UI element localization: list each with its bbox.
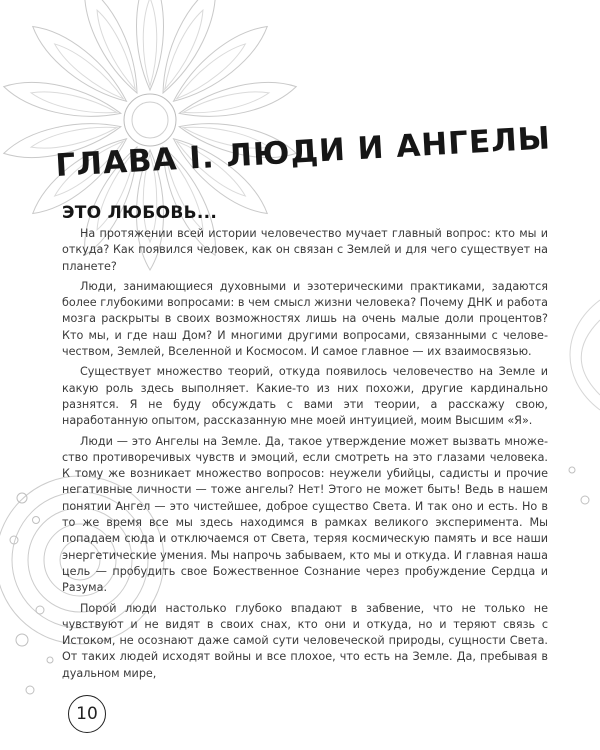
paragraph: Существует множество теорий, откуда появилось человечество на Земле и какую роль здесь выполняет. Какие-то из них похожи, другие кардинально разнятся. Я не буду обсуждать с вами эти теории, а расскажу свою, наработанную опытом, рассказанную мне моей интуицией, моим Высшим «Я». — [62, 365, 548, 428]
page-number — [68, 695, 106, 733]
flower-petal-inner — [143, 0, 157, 86]
paragraph: Люди — это Ангелы на Земле. Да, такое утверждение может вызвать множество противоречивых чувств и эмоций, если смотреть на это глазами человека. К тому же возникает множество вопросов: неужели убийцы, садисты и прочие негативные личности — тоже ангелы? Нет! Этого не может быть! Ведь в нашем понятии Ангел — это чистейшее, доброе существо Света. И так оно и есть. Но в то же время все мы здесь находимся в рамках великого эксперимента. Мы попадаем сюда и отключаемся от Света, теряя космическую память и все наши энергетические умения. Мы напрочь забываем, кто мы и откуда. И главная наша цель — пробудить свое Божественное Сознание через пробуждение Сердца и Разума. — [62, 434, 548, 595]
body-text — [62, 226, 548, 686]
flower-petal-inner — [50, 39, 127, 104]
flower-petal — [24, 16, 135, 112]
flower-petal-inner — [159, 7, 209, 92]
flower-petal — [165, 16, 276, 112]
flower-petal — [73, 0, 149, 99]
page-number-text: 10 — [76, 704, 98, 724]
paragraph: Порой люди настолько глубоко впадают в забвение, что не только не чувствуют и не видят в своих снах, кто они и откуда, но и теряют связь с Истоком, не осознают даже самой сути человеческой природы, сущности Света. От таких людей исходят войны и все плохое, что есть на Земле. Да, пребывая в дуальном мире, — [62, 601, 548, 680]
flower-petal-inner — [91, 7, 141, 92]
flower-petal — [1, 73, 124, 126]
flower-petal — [176, 73, 299, 126]
section-title: ЭТО ЛЮБОВЬ... — [62, 203, 218, 223]
paragraph: На протяжении всей истории человечество мучает главный вопрос: кто мы и откуда? Как появился человек, как он связан с Землей и для чего существует на планете? — [62, 227, 548, 273]
paragraph: Люди, занимающиеся духовными и эзотерическими практиками, задаются более глубокими вопросами: в чем смысл жизни человека? Почему ДНК и работа мозга раскрыты в своих возможностях лишь на очень малые доли процентов? Кто мы, и где наш Дом? И многими другими вопросами, связанными с человечеством, Землей, Вселенной и Космосом. И самое главное — их взаимосвязью. — [62, 279, 548, 359]
flower-petal — [151, 0, 227, 99]
chapter-title-text: ГЛАВА I. ЛЮДИ И АНГЕЛЫ — [54, 120, 552, 184]
flower-petal — [137, 0, 164, 90]
flower-petal-inner — [30, 86, 119, 119]
chapter-title — [54, 120, 552, 198]
flower-petal-inner — [182, 86, 271, 119]
flower-petal-inner — [172, 39, 249, 104]
